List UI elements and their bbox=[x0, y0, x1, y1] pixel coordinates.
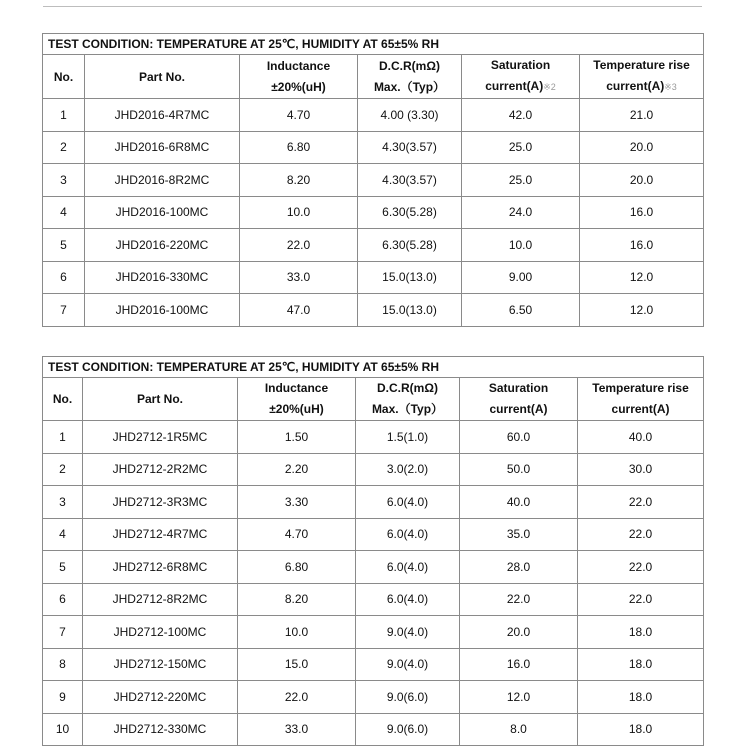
header-temp-rise-line2: current(A) bbox=[611, 402, 670, 416]
header-temp-rise-line1: Temperature rise bbox=[592, 381, 689, 395]
table-row bbox=[43, 261, 704, 294]
cell-part-no: JHD2712-3R3MC bbox=[83, 486, 238, 519]
cell-inductance: 6.80 bbox=[240, 131, 358, 164]
cell-saturation: 35.0 bbox=[460, 518, 578, 551]
header-inductance-line2: ±20%(uH) bbox=[271, 79, 326, 94]
table-row bbox=[43, 518, 704, 551]
header-saturation-unit: current(A) bbox=[485, 79, 544, 93]
cell-temp-rise: 20.0 bbox=[580, 164, 704, 197]
cell-saturation: 50.0 bbox=[460, 453, 578, 486]
cell-saturation: 60.0 bbox=[460, 421, 578, 454]
table-row bbox=[43, 551, 704, 584]
cell-no: 10 bbox=[43, 713, 83, 746]
footnote-mark-2: ※2 bbox=[543, 82, 556, 92]
cell-no: 3 bbox=[43, 486, 83, 519]
cell-no: 1 bbox=[43, 99, 85, 132]
cell-saturation: 25.0 bbox=[462, 164, 580, 197]
cell-temp-rise: 40.0 bbox=[578, 421, 704, 454]
table-row bbox=[43, 648, 704, 681]
table-row bbox=[43, 99, 704, 132]
cell-part-no: JHD2016-100MC bbox=[85, 196, 240, 229]
header-inductance-line1: Inductance bbox=[266, 58, 331, 73]
table-row bbox=[43, 713, 704, 746]
cell-no: 8 bbox=[43, 648, 83, 681]
header-inductance bbox=[240, 55, 358, 99]
cell-dcr: 9.0(6.0) bbox=[356, 681, 460, 714]
table-row bbox=[43, 164, 704, 197]
spec-table-jhd2016 bbox=[42, 33, 704, 327]
cell-temp-rise: 22.0 bbox=[578, 583, 704, 616]
cell-part-no: JHD2712-330MC bbox=[83, 713, 238, 746]
cell-inductance: 22.0 bbox=[240, 229, 358, 262]
cell-part-no: JHD2712-8R2MC bbox=[83, 583, 238, 616]
cell-saturation: 28.0 bbox=[460, 551, 578, 584]
header-dcr-line1: D.C.R(mΩ) bbox=[379, 58, 440, 73]
cell-saturation: 40.0 bbox=[460, 486, 578, 519]
cell-part-no: JHD2016-6R8MC bbox=[85, 131, 240, 164]
cell-part-no: JHD2016-330MC bbox=[85, 261, 240, 294]
cell-saturation: 42.0 bbox=[462, 99, 580, 132]
table-row bbox=[43, 229, 704, 262]
cell-no: 5 bbox=[43, 229, 85, 262]
table-row bbox=[43, 294, 704, 327]
cell-temp-rise: 18.0 bbox=[578, 681, 704, 714]
cell-dcr: 6.0(4.0) bbox=[356, 583, 460, 616]
header-temp-rise-line2 bbox=[580, 76, 703, 98]
cell-temp-rise: 22.0 bbox=[578, 486, 704, 519]
header-temp-rise-unit: current(A) bbox=[606, 79, 665, 93]
cell-inductance: 2.20 bbox=[238, 453, 356, 486]
table-body bbox=[43, 99, 704, 327]
cell-dcr: 15.0(13.0) bbox=[358, 261, 462, 294]
cell-temp-rise: 16.0 bbox=[580, 229, 704, 262]
cell-inductance: 10.0 bbox=[240, 196, 358, 229]
header-dcr bbox=[356, 378, 460, 421]
cell-no: 2 bbox=[43, 131, 85, 164]
cell-inductance: 1.50 bbox=[238, 421, 356, 454]
cell-temp-rise: 16.0 bbox=[580, 196, 704, 229]
cell-dcr: 4.30(3.57) bbox=[358, 131, 462, 164]
header-temp-rise-line1: Temperature rise bbox=[593, 58, 690, 72]
cell-dcr: 4.30(3.57) bbox=[358, 164, 462, 197]
cell-saturation: 20.0 bbox=[460, 616, 578, 649]
cell-inductance: 15.0 bbox=[238, 648, 356, 681]
header-saturation-line2: current(A) bbox=[489, 402, 548, 416]
header-no: No. bbox=[43, 378, 83, 421]
cell-inductance: 6.80 bbox=[238, 551, 356, 584]
cell-part-no: JHD2712-220MC bbox=[83, 681, 238, 714]
cell-dcr: 6.30(5.28) bbox=[358, 196, 462, 229]
table-row bbox=[43, 583, 704, 616]
cell-dcr: 6.0(4.0) bbox=[356, 551, 460, 584]
cell-inductance: 8.20 bbox=[238, 583, 356, 616]
table-row bbox=[43, 453, 704, 486]
cell-inductance: 4.70 bbox=[240, 99, 358, 132]
header-part-no: Part No. bbox=[85, 55, 240, 99]
cell-saturation: 16.0 bbox=[460, 648, 578, 681]
cell-temp-rise: 12.0 bbox=[580, 294, 704, 327]
header-saturation-line1: Saturation bbox=[490, 58, 551, 72]
cell-dcr: 6.0(4.0) bbox=[356, 518, 460, 551]
cell-dcr: 6.30(5.28) bbox=[358, 229, 462, 262]
cell-temp-rise: 18.0 bbox=[578, 713, 704, 746]
cell-temp-rise: 30.0 bbox=[578, 453, 704, 486]
cell-no: 1 bbox=[43, 421, 83, 454]
cell-inductance: 3.30 bbox=[238, 486, 356, 519]
cell-no: 3 bbox=[43, 164, 85, 197]
cell-no: 6 bbox=[43, 261, 85, 294]
cell-part-no: JHD2016-220MC bbox=[85, 229, 240, 262]
cell-inductance: 4.70 bbox=[238, 518, 356, 551]
cell-part-no: JHD2712-150MC bbox=[83, 648, 238, 681]
cell-saturation: 12.0 bbox=[460, 681, 578, 714]
cell-part-no: JHD2016-8R2MC bbox=[85, 164, 240, 197]
header-inductance bbox=[238, 378, 356, 421]
table-row bbox=[43, 421, 704, 454]
header-dcr-line2: Max.（Typ） bbox=[371, 402, 444, 416]
cell-temp-rise: 21.0 bbox=[580, 99, 704, 132]
table-row bbox=[43, 486, 704, 519]
cell-part-no: JHD2712-4R7MC bbox=[83, 518, 238, 551]
cell-dcr: 9.0(6.0) bbox=[356, 713, 460, 746]
cell-dcr: 6.0(4.0) bbox=[356, 486, 460, 519]
cell-part-no: JHD2712-2R2MC bbox=[83, 453, 238, 486]
table-row bbox=[43, 616, 704, 649]
cell-no: 5 bbox=[43, 551, 83, 584]
cell-dcr: 3.0(2.0) bbox=[356, 453, 460, 486]
cell-dcr: 1.5(1.0) bbox=[356, 421, 460, 454]
header-dcr bbox=[358, 55, 462, 99]
table-title: TEST CONDITION: TEMPERATURE AT 25℃, HUMIDITY AT 65±5% RH bbox=[43, 34, 704, 55]
cell-part-no: JHD2016-4R7MC bbox=[85, 99, 240, 132]
spec-table-jhd2712 bbox=[42, 356, 704, 746]
header-temp-rise bbox=[580, 55, 704, 99]
cell-temp-rise: 22.0 bbox=[578, 551, 704, 584]
header-saturation bbox=[462, 55, 580, 99]
cell-saturation: 6.50 bbox=[462, 294, 580, 327]
table-row bbox=[43, 196, 704, 229]
cell-inductance: 33.0 bbox=[240, 261, 358, 294]
header-no: No. bbox=[43, 55, 85, 99]
table-row bbox=[43, 681, 704, 714]
cell-temp-rise: 18.0 bbox=[578, 616, 704, 649]
cell-saturation: 25.0 bbox=[462, 131, 580, 164]
cell-temp-rise: 22.0 bbox=[578, 518, 704, 551]
cell-no: 2 bbox=[43, 453, 83, 486]
cell-temp-rise: 18.0 bbox=[578, 648, 704, 681]
cell-temp-rise: 20.0 bbox=[580, 131, 704, 164]
header-dcr-line1: D.C.R(mΩ) bbox=[377, 381, 438, 395]
header-inductance-line1: Inductance bbox=[264, 381, 329, 395]
cell-dcr: 15.0(13.0) bbox=[358, 294, 462, 327]
top-divider bbox=[43, 0, 702, 7]
header-saturation bbox=[460, 378, 578, 421]
cell-no: 9 bbox=[43, 681, 83, 714]
cell-no: 4 bbox=[43, 518, 83, 551]
cell-dcr: 4.00 (3.30) bbox=[358, 99, 462, 132]
cell-part-no: JHD2712-100MC bbox=[83, 616, 238, 649]
cell-inductance: 47.0 bbox=[240, 294, 358, 327]
cell-saturation: 22.0 bbox=[460, 583, 578, 616]
cell-inductance: 10.0 bbox=[238, 616, 356, 649]
cell-inductance: 8.20 bbox=[240, 164, 358, 197]
cell-no: 7 bbox=[43, 294, 85, 327]
cell-part-no: JHD2016-100MC bbox=[85, 294, 240, 327]
cell-part-no: JHD2712-6R8MC bbox=[83, 551, 238, 584]
header-inductance-line2: ±20%(uH) bbox=[269, 402, 324, 416]
header-part-no: Part No. bbox=[83, 378, 238, 421]
cell-saturation: 24.0 bbox=[462, 196, 580, 229]
cell-inductance: 33.0 bbox=[238, 713, 356, 746]
table-row bbox=[43, 131, 704, 164]
table-body bbox=[43, 421, 704, 746]
cell-dcr: 9.0(4.0) bbox=[356, 616, 460, 649]
table-title: TEST CONDITION: TEMPERATURE AT 25℃, HUMIDITY AT 65±5% RH bbox=[43, 357, 704, 378]
header-temp-rise bbox=[578, 378, 704, 421]
cell-part-no: JHD2712-1R5MC bbox=[83, 421, 238, 454]
cell-dcr: 9.0(4.0) bbox=[356, 648, 460, 681]
cell-no: 6 bbox=[43, 583, 83, 616]
header-dcr-line2: Max.（Typ） bbox=[373, 79, 446, 94]
cell-saturation: 8.0 bbox=[460, 713, 578, 746]
cell-saturation: 10.0 bbox=[462, 229, 580, 262]
cell-no: 4 bbox=[43, 196, 85, 229]
cell-saturation: 9.00 bbox=[462, 261, 580, 294]
header-saturation-line2 bbox=[462, 76, 579, 98]
footnote-mark-3: ※3 bbox=[664, 82, 677, 92]
cell-inductance: 22.0 bbox=[238, 681, 356, 714]
cell-no: 7 bbox=[43, 616, 83, 649]
cell-temp-rise: 12.0 bbox=[580, 261, 704, 294]
header-saturation-line1: Saturation bbox=[488, 381, 549, 395]
